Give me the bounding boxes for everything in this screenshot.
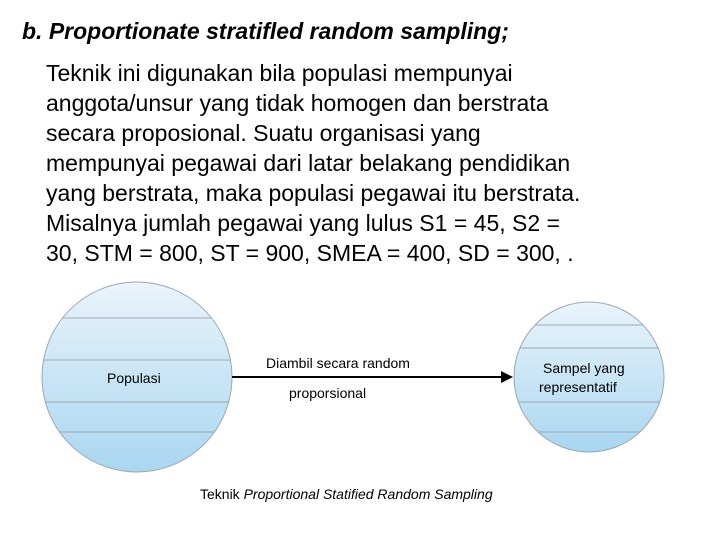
caption-italic: Proportional Statified Random Sampling <box>243 486 493 502</box>
body-line: anggota/unsur yang tidak homogen dan berstrata <box>46 90 549 116</box>
body-line: secara proposional. Suatu organisasi yang <box>46 120 481 146</box>
arrow-label-top: Diambil secara random <box>266 355 410 371</box>
slide-heading: b. Proportionate stratifled random sampling; <box>22 18 509 44</box>
arrow-head <box>501 371 513 383</box>
caption-plain: Teknik <box>200 486 244 502</box>
body-line: yang berstrata, maka populasi pegawai itu berstrata. <box>46 180 581 206</box>
body-paragraph <box>46 58 706 268</box>
body-line: Misalnya jumlah pegawai yang lulus S1 = 45, S2 = <box>46 210 560 236</box>
diagram-caption <box>200 486 493 502</box>
body-line: Teknik ini digunakan bila populasi mempunyai <box>46 60 513 86</box>
sample-label-line1: Sampel yang <box>543 360 625 376</box>
arrow-label-bottom: proporsional <box>289 385 367 401</box>
population-label: Populasi <box>107 370 161 386</box>
sample-label-line2: representatif <box>539 379 617 395</box>
body-line: 30, STM = 800, ST = 900, SMEA = 400, SD = 300, . <box>46 240 574 266</box>
sample-circle <box>500 302 680 452</box>
body-line: mempunyai pegawai dari latar belakang pendidikan <box>46 150 571 176</box>
arrow <box>232 371 513 383</box>
